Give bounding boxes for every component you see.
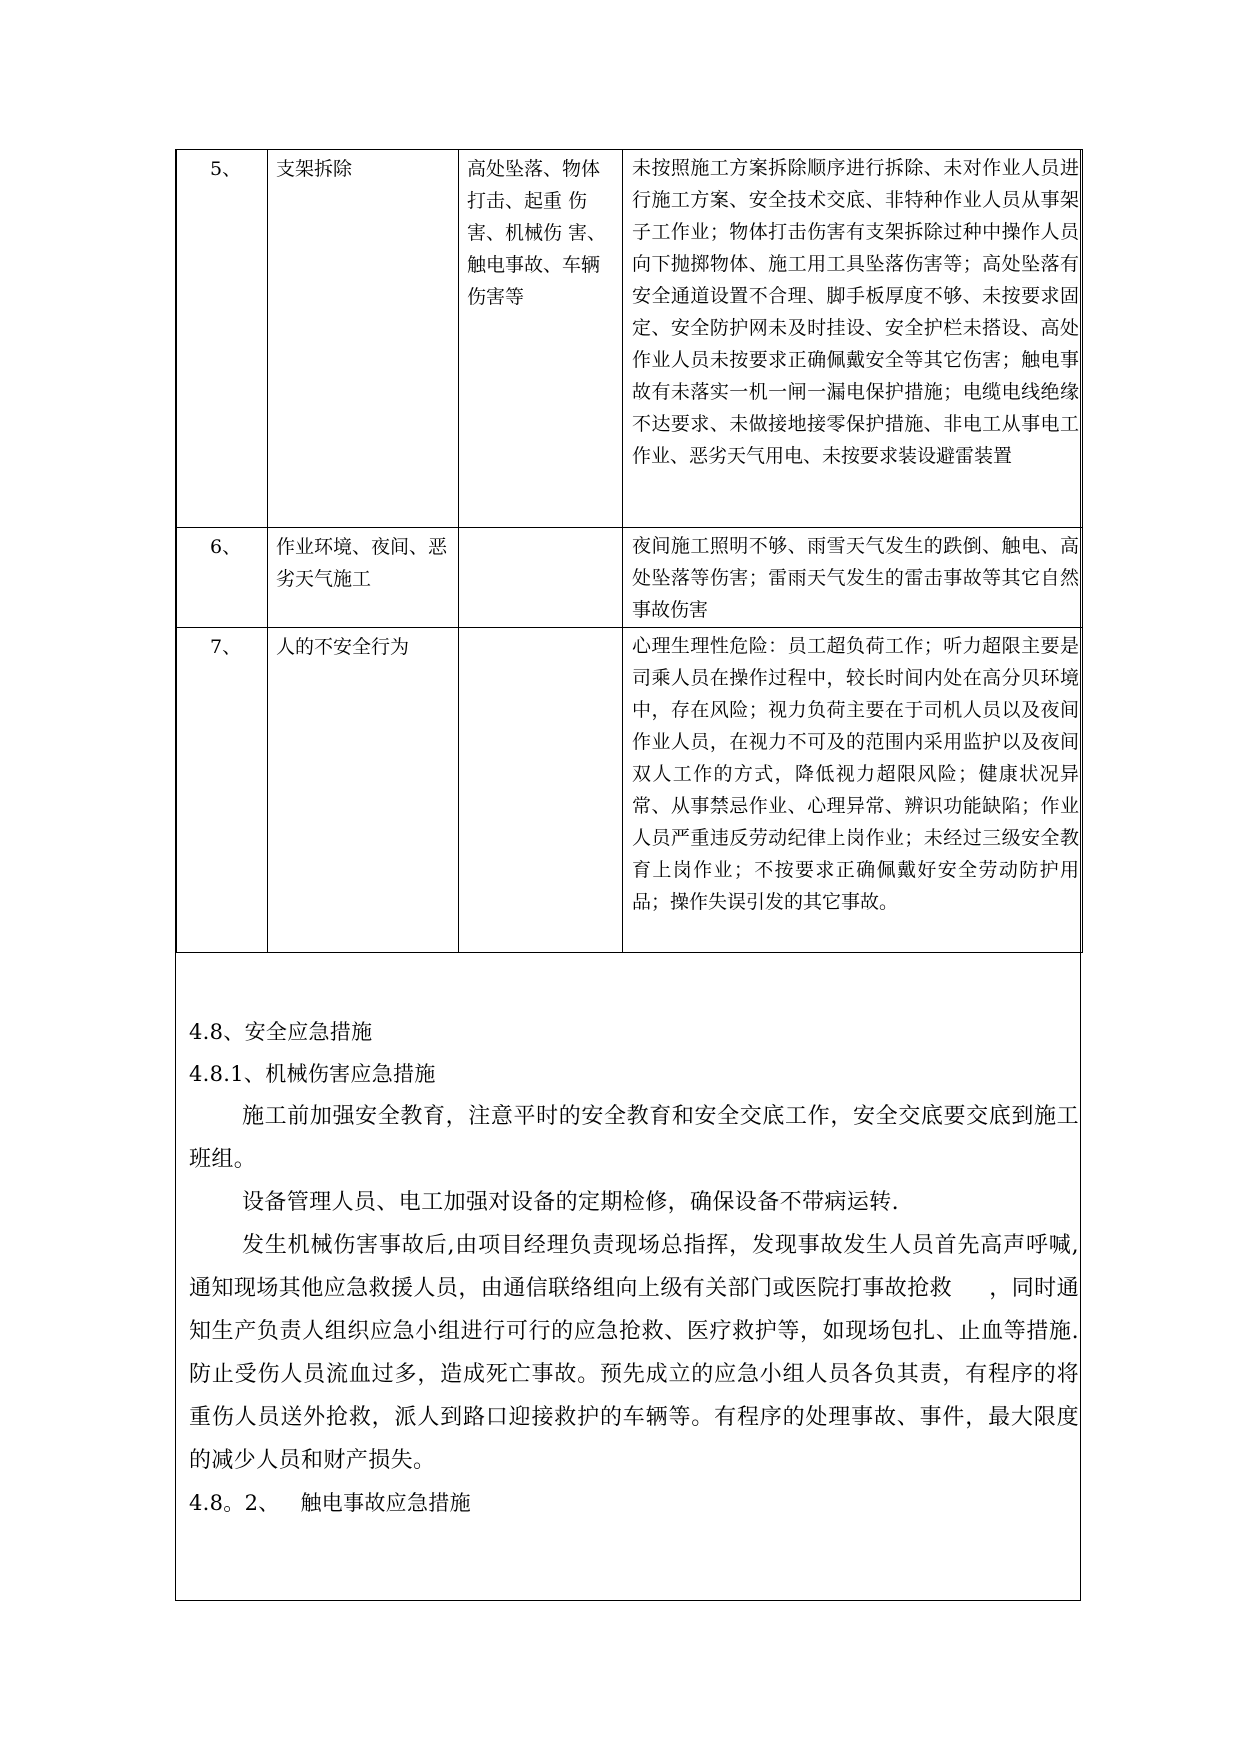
row-number: 5、 bbox=[177, 150, 268, 528]
row-risks bbox=[459, 628, 623, 953]
row-number: 6、 bbox=[177, 528, 268, 628]
row-risks bbox=[459, 528, 623, 628]
row-description: 未按照施工方案拆除顺序进行拆除、未对作业人员进行施工方案、安全技术交底、非特种作业人员从事架子工作业；物体打击伤害有支架拆除过种中操作人员向下抛掷物体、施工用工具坠落伤害等；高处坠落有安全通道设置不合理、脚手板厚度不够、未按要求固定、安全防护网未及时挂设、安全护栏未搭设、高处作业人员未按要求正确佩戴安全等其它伤害；触电事故有未落实一机一闸一漏电保护措施；电缆电线绝缘不达要求、未做接地接零保护措施、非电工从事电工作业、恶劣天气用电、未按要求装设避雷装置 bbox=[623, 150, 1083, 528]
next-subsection-heading: 4.8。2、 触电事故应急措施 bbox=[189, 1491, 471, 1515]
row-item: 人的不安全行为 bbox=[268, 628, 459, 953]
body-paragraph: 发生机械伤害事故后,由项目经理负责现场总指挥，发现事故发生人员首先高声呼喊,通知现场其他应急救援人员，由通信联络组向上级有关部门或医院打事故抢救 ，同时通知生产负责人组织应急小组进行可行的应急抢救、医疗救护等，如现场包扎、止血等措施.防止受伤人员流血过多，造成死亡事故。预先成立的应急小组人员各负其责，有程序的将重伤人员送外抢救，派人到路口迎接救护的车辆等。有程序的处理事故、事件，最大限度的减少人员和财产损失。 bbox=[189, 1233, 1079, 1473]
row-item: 支架拆除 bbox=[268, 150, 459, 528]
table-row bbox=[177, 150, 1083, 528]
row-number: 7、 bbox=[177, 628, 268, 953]
hazard-table bbox=[176, 149, 1083, 953]
row-description: 心理生理性危险：员工超负荷工作；听力超限主要是司乘人员在操作过程中，较长时间内处在高分贝环境中，存在风险；视力负荷主要在于司机人员以及夜间作业人员，在视力不可及的范围内采用监护以及夜间双人工作的方式，降低视力超限风险；健康状况异常、从事禁忌作业、心理异常、辨识功能缺陷；作业人员严重违反劳动纪律上岗作业；未经过三级安全教育上岗作业；不按要求正确佩戴好安全劳动防护用品；操作失误引发的其它事故。 bbox=[623, 628, 1083, 953]
body-paragraph: 设备管理人员、电工加强对设备的定期检修，确保设备不带病运转. bbox=[242, 1190, 899, 1215]
subsection-heading: 4.8.1、机械伤害应急措施 bbox=[189, 1062, 436, 1086]
body-paragraph: 施工前加强安全教育，注意平时的安全教育和安全交底工作，安全交底要交底到施工班组。 bbox=[189, 1104, 1079, 1172]
table-row bbox=[177, 528, 1083, 628]
document-frame bbox=[175, 149, 1081, 1601]
row-item: 作业环境、夜间、恶劣天气施工 bbox=[268, 528, 459, 628]
row-description: 夜间施工照明不够、雨雪天气发生的跌倒、触电、高处坠落等伤害；雷雨天气发生的雷击事故等其它自然事故伤害 bbox=[623, 528, 1083, 628]
section-heading: 4.8、安全应急措施 bbox=[189, 1020, 373, 1044]
table-row bbox=[177, 628, 1083, 953]
emergency-measures-section bbox=[189, 1011, 1079, 1524]
row-risks: 高处坠落、物体打击、起重 伤害、机械伤 害、触电事故、车辆伤害等 bbox=[459, 150, 623, 528]
